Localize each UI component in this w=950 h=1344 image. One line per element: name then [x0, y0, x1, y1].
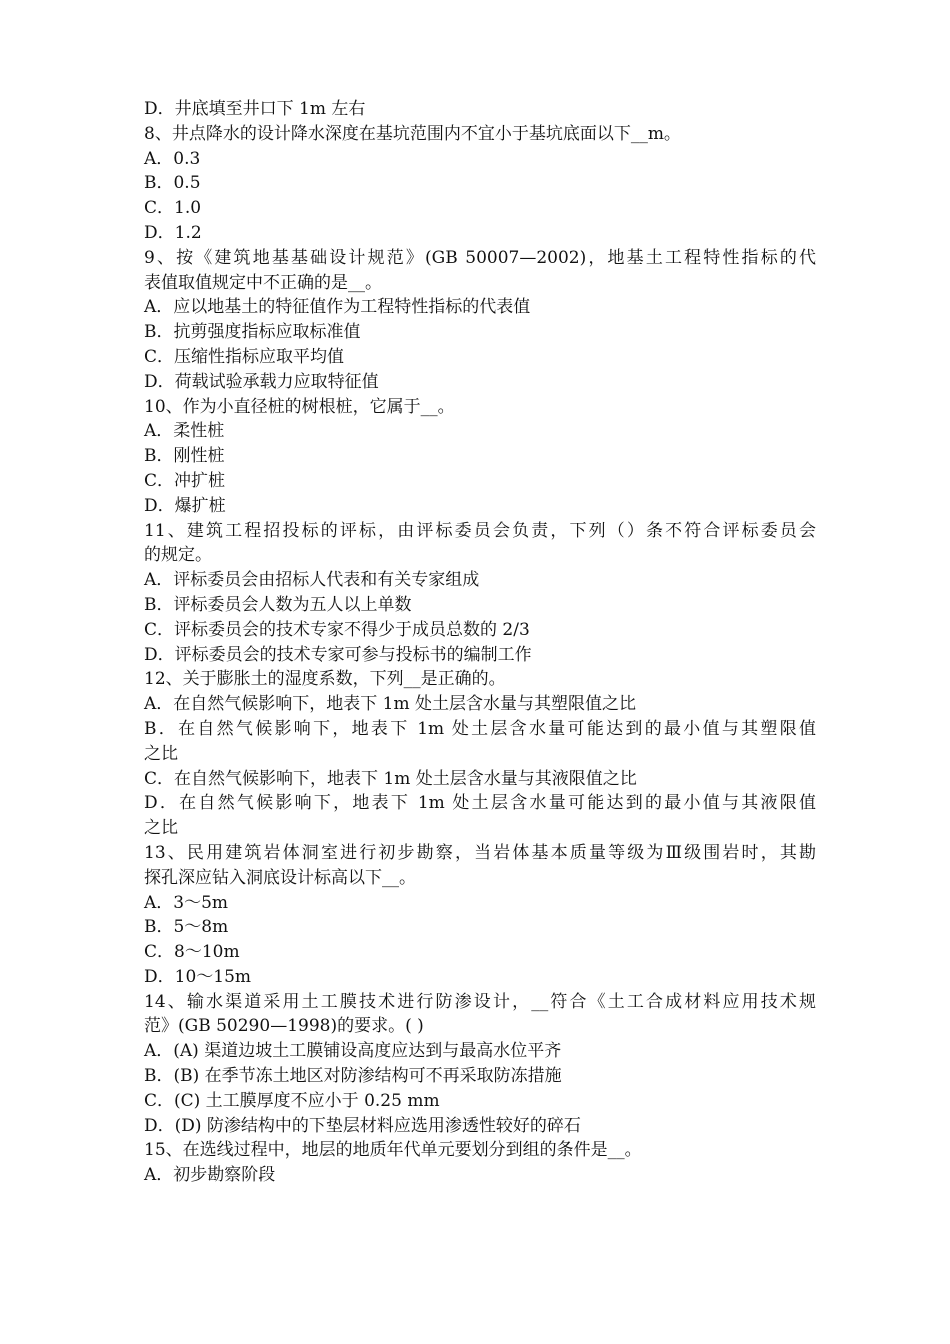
- option-9a: A．应以地基土的特征值作为工程特性指标的代表值: [144, 297, 531, 318]
- option-11a: A．评标委员会由招标人代表和有关专家组成: [144, 570, 480, 591]
- question-13-line-2: 探孔深应钻入洞底设计标高以下__。: [144, 867, 416, 888]
- document-page: [144, 97, 816, 1188]
- question-9-line-2: 表值取值规定中不正确的是__。: [144, 272, 382, 293]
- option-9c: C．压缩性指标应取平均值: [144, 346, 345, 367]
- option-12a: A．在自然气候影响下，地表下 1m 处土层含水量与其塑限值之比: [144, 694, 637, 715]
- question-13-line-1: 13、民用建筑岩体洞室进行初步勘察，当岩体基本质量等级为Ⅲ级围岩时，其勘: [144, 842, 816, 863]
- option-12b-line-1: B．在自然气候影响下，地表下 1m 处土层含水量可能达到的最小值与其塑限值: [144, 718, 816, 739]
- question-14-line-2: 范》(GB 50290—1998)的要求。( ): [144, 1016, 424, 1037]
- question-14-line-1: 14、输水渠道采用土工膜技术进行防渗设计，__符合《土工合成材料应用技术规: [144, 991, 816, 1012]
- option-13c: C．8～10m: [144, 942, 240, 963]
- option-14d: D．(D) 防渗结构中的下垫层材料应选用渗透性较好的碎石: [144, 1115, 581, 1136]
- question-11-line-1: 11、建筑工程招投标的评标，由评标委员会负责，下列（）条不符合评标委员会: [144, 520, 816, 541]
- question-9-line-1: 9、按《建筑地基基础设计规范》(GB 50007—2002)，地基土工程特性指标的代: [144, 247, 816, 268]
- option-15a: A．初步勘察阶段: [144, 1165, 276, 1186]
- option-14b: B．(B) 在季节冻土地区对防渗结构可不再采取防冻措施: [144, 1066, 562, 1087]
- option-10d: D．爆扩桩: [144, 495, 226, 516]
- option-7d: D．井底填至井口下 1m 左右: [144, 99, 366, 119]
- option-10b: B．刚性桩: [144, 446, 225, 467]
- option-8b: B．0.5: [144, 173, 201, 194]
- option-11b: B．评标委员会人数为五人以上单数: [144, 594, 412, 615]
- option-12d-line-1: D．在自然气候影响下，地表下 1m 处土层含水量可能达到的最小值与其液限值: [144, 793, 816, 814]
- option-14c: C．(C) 土工膜厚度不应小于 0.25 mm: [144, 1090, 440, 1111]
- option-10c: C．冲扩桩: [144, 470, 226, 491]
- option-10a: A．柔性桩: [144, 421, 225, 442]
- question-8: 8、井点降水的设计降水深度在基坑范围内不宜小于基坑底面以下__m。: [144, 123, 681, 144]
- option-12b-line-2: 之比: [144, 743, 178, 764]
- question-10: 10、作为小直径桩的树根桩，它属于__。: [144, 396, 455, 417]
- question-15: 15、在选线过程中，地层的地质年代单元要划分到组的条件是__。: [144, 1140, 642, 1161]
- option-9d: D．荷载试验承载力应取特征值: [144, 371, 379, 392]
- option-8c: C．1.0: [144, 198, 202, 219]
- option-12d-line-2: 之比: [144, 818, 178, 839]
- option-14a: A．(A) 渠道边坡土工膜铺设高度应达到与最高水位平齐: [144, 1041, 562, 1062]
- option-9b: B．抗剪强度指标应取标准值: [144, 322, 361, 343]
- option-8d: D．1.2: [144, 222, 202, 243]
- option-11c: C．评标委员会的技术专家不得少于成员总数的 2/3: [144, 619, 530, 640]
- option-8a: A．0.3: [144, 148, 201, 169]
- question-12: 12、关于膨胀土的湿度系数，下列__是正确的。: [144, 669, 506, 690]
- option-13a: A．3～5m: [144, 892, 229, 913]
- option-13b: B．5～8m: [144, 917, 229, 938]
- question-11-line-2: 的规定。: [144, 545, 212, 566]
- option-13d: D．10～15m: [144, 966, 252, 987]
- option-11d: D．评标委员会的技术专家可参与投标书的编制工作: [144, 644, 532, 665]
- option-12c: C．在自然气候影响下，地表下 1m 处土层含水量与其液限值之比: [144, 768, 637, 789]
